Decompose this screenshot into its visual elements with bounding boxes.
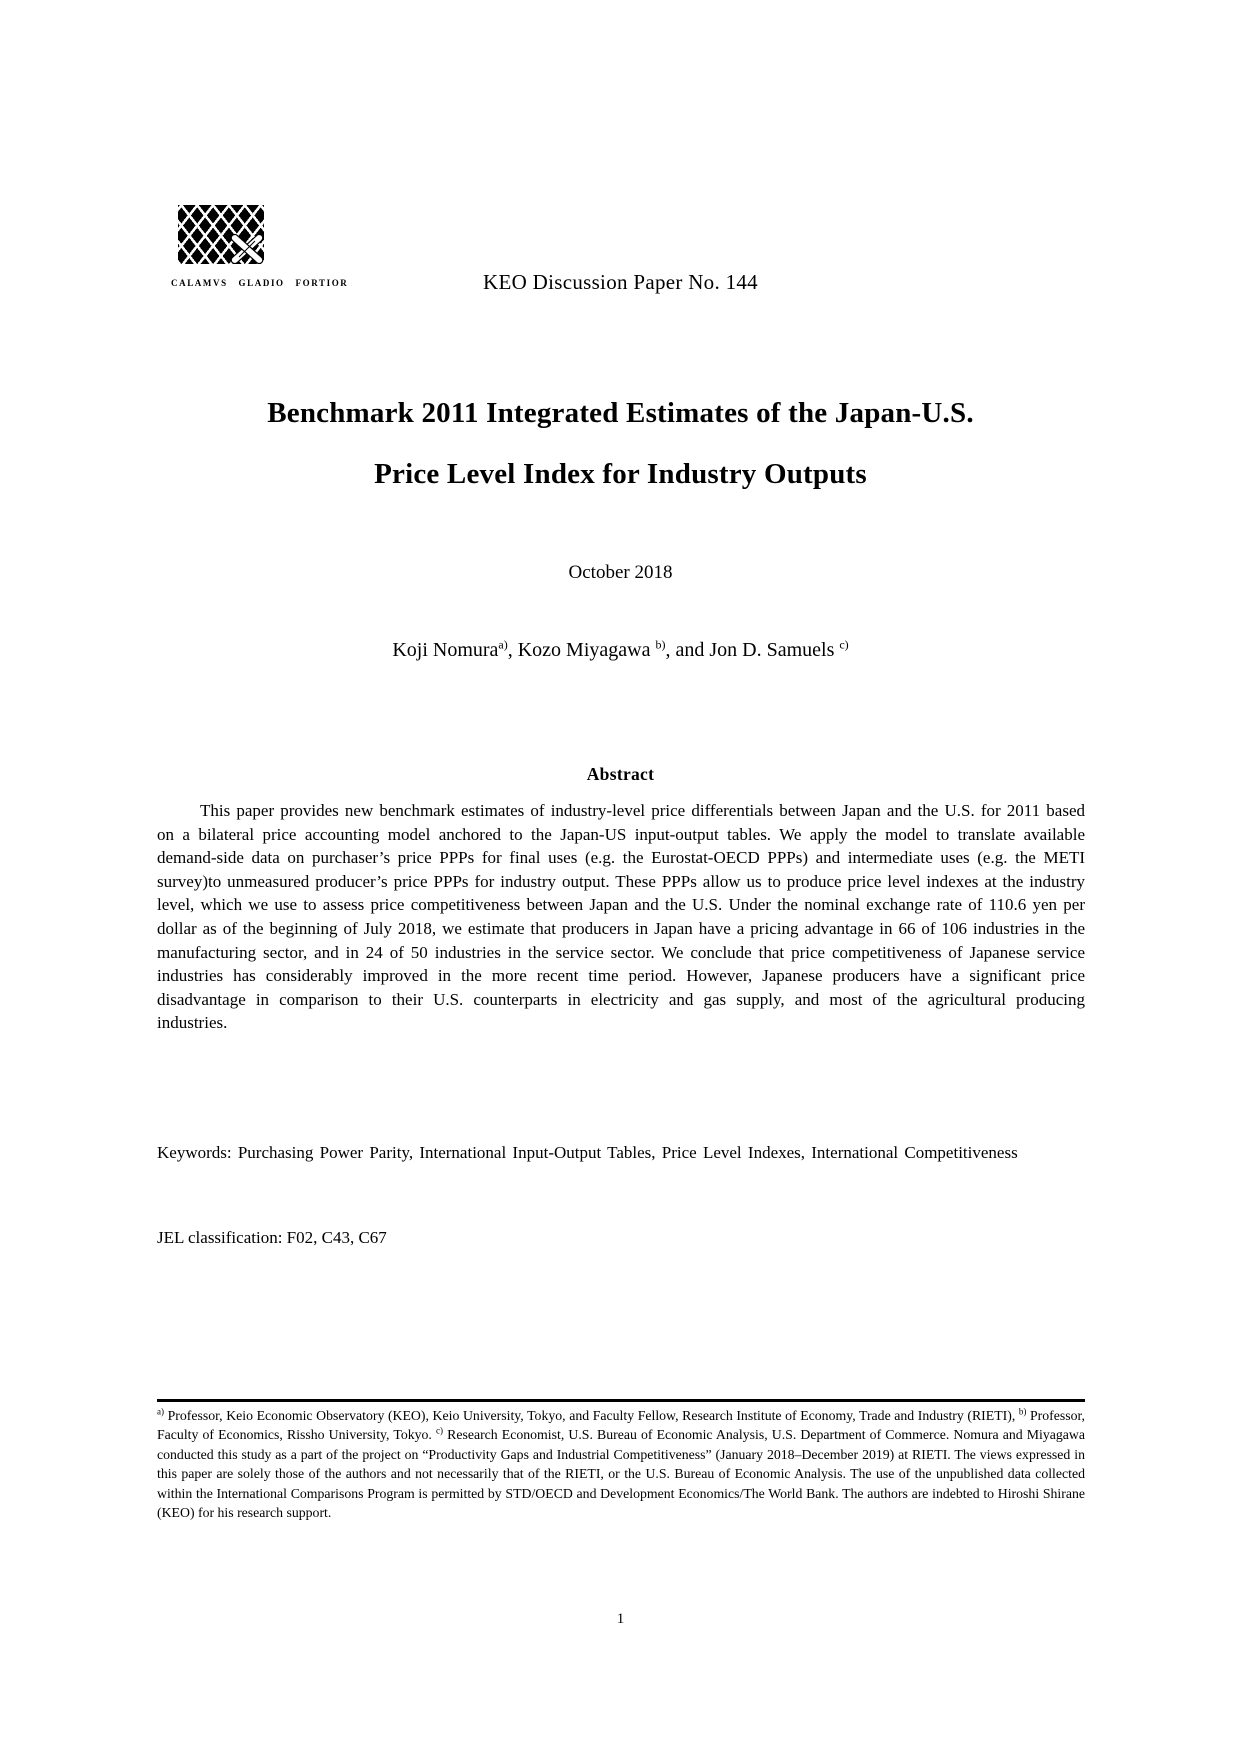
author-2: Kozo Miyagawa xyxy=(517,639,656,661)
author-separator: , xyxy=(507,639,518,661)
author-separator: , and xyxy=(665,639,710,661)
paper-title-line2: Price Level Index for Industry Outputs xyxy=(374,458,867,490)
author-3: Jon D. Samuels xyxy=(709,639,840,661)
crossed-pens-icon xyxy=(229,232,264,264)
keio-logo xyxy=(171,205,349,288)
paper-title-line1: Benchmark 2011 Integrated Estimates of the Japan-U.S. xyxy=(267,397,974,429)
abstract-text: This paper provides new benchmark estimates of industry-level price differentials between Japan and the U.S. for 2011 based on a bilateral price accounting model anchored to the Japan-US input-output tables. We apply the model to translate available demand-side data on purchaser’s price PPPs for final uses (e.g. the Eurostat-OECD PPPs) and intermediate uses (e.g. the METI survey)to unmeasured producer’s price PPPs for industry output. These PPPs allow us to produce price level indexes at the industry level, which we use to assess price competitiveness between Japan and the U.S. Under the nominal exchange rate of 110.6 yen per dollar as of the beginning of July 2018, we estimate that producers in Japan have a pricing advantage in 66 of 106 industries in the manufacturing sector, and in 24 of 50 industries in the service sector. We conclude that price competitiveness of Japanese service industries has considerably improved in the more recent time period. However, Japanese producers have a significant price disadvantage in comparison to their U.S. counterparts in electricity and gas supply, and most of the agricultural producing industries. xyxy=(157,801,1085,1033)
author-1-affiliation-mark: a) xyxy=(498,637,508,652)
author-1: Koji Nomura xyxy=(392,639,499,661)
page-number: 1 xyxy=(616,1611,625,1627)
author-2-affiliation-mark: b) xyxy=(655,637,666,652)
keio-lattice-emblem xyxy=(178,205,264,264)
author-line xyxy=(0,639,1241,662)
footnote-mark-b: b) xyxy=(1018,1406,1027,1417)
logo-motto: CALAMVS GLADIO FORTIOR xyxy=(171,278,349,288)
paper-title xyxy=(0,383,1241,505)
paper-series: KEO Discussion Paper No. 144 xyxy=(483,270,758,294)
footnote-mark-c: c) xyxy=(436,1425,443,1436)
jel-classification: JEL classification: F02, C43, C67 xyxy=(157,1228,387,1247)
publication-date: October 2018 xyxy=(568,562,673,583)
footnote-affiliation-a: Professor, Keio Economic Observatory (KEO), Keio University, Tokyo, and Faculty Fellow, Research Institute of Economy, Trade and Industry (RIETI), xyxy=(164,1408,1019,1423)
footnote-mark-a: a) xyxy=(157,1406,164,1417)
footnote-text xyxy=(157,1406,1085,1522)
footnote-affiliation-b: Professor, Faculty of Economics, Rissho University, Tokyo. xyxy=(157,1408,1085,1443)
author-3-affiliation-mark: c) xyxy=(839,637,849,652)
footnote-affiliation-c: Research Economist, U.S. Bureau of Economic Analysis, U.S. Department of Commerce. Nomura and Miyagawa conducted this study as a part of the project on “Productivity Gaps and Industrial Competitiveness” (January 2018–December 2019) at RIETI. The views expressed in this paper are solely those of the authors and not necessarily that of the RIETI, or the U.S. Bureau of Economic Analysis. The use of the unpublished data collected within the International Comparisons Program is permitted by STD/OECD and Development Economics/The World Bank. The authors are indebted to Hiroshi Shirane (KEO) for his research support. xyxy=(157,1427,1085,1521)
abstract-heading: Abstract xyxy=(586,764,655,784)
keywords-line: Keywords: Purchasing Power Parity, International Input-Output Tables, Price Level Indexes, International Competitiveness xyxy=(157,1143,1018,1162)
footnote-rule xyxy=(157,1399,1085,1402)
